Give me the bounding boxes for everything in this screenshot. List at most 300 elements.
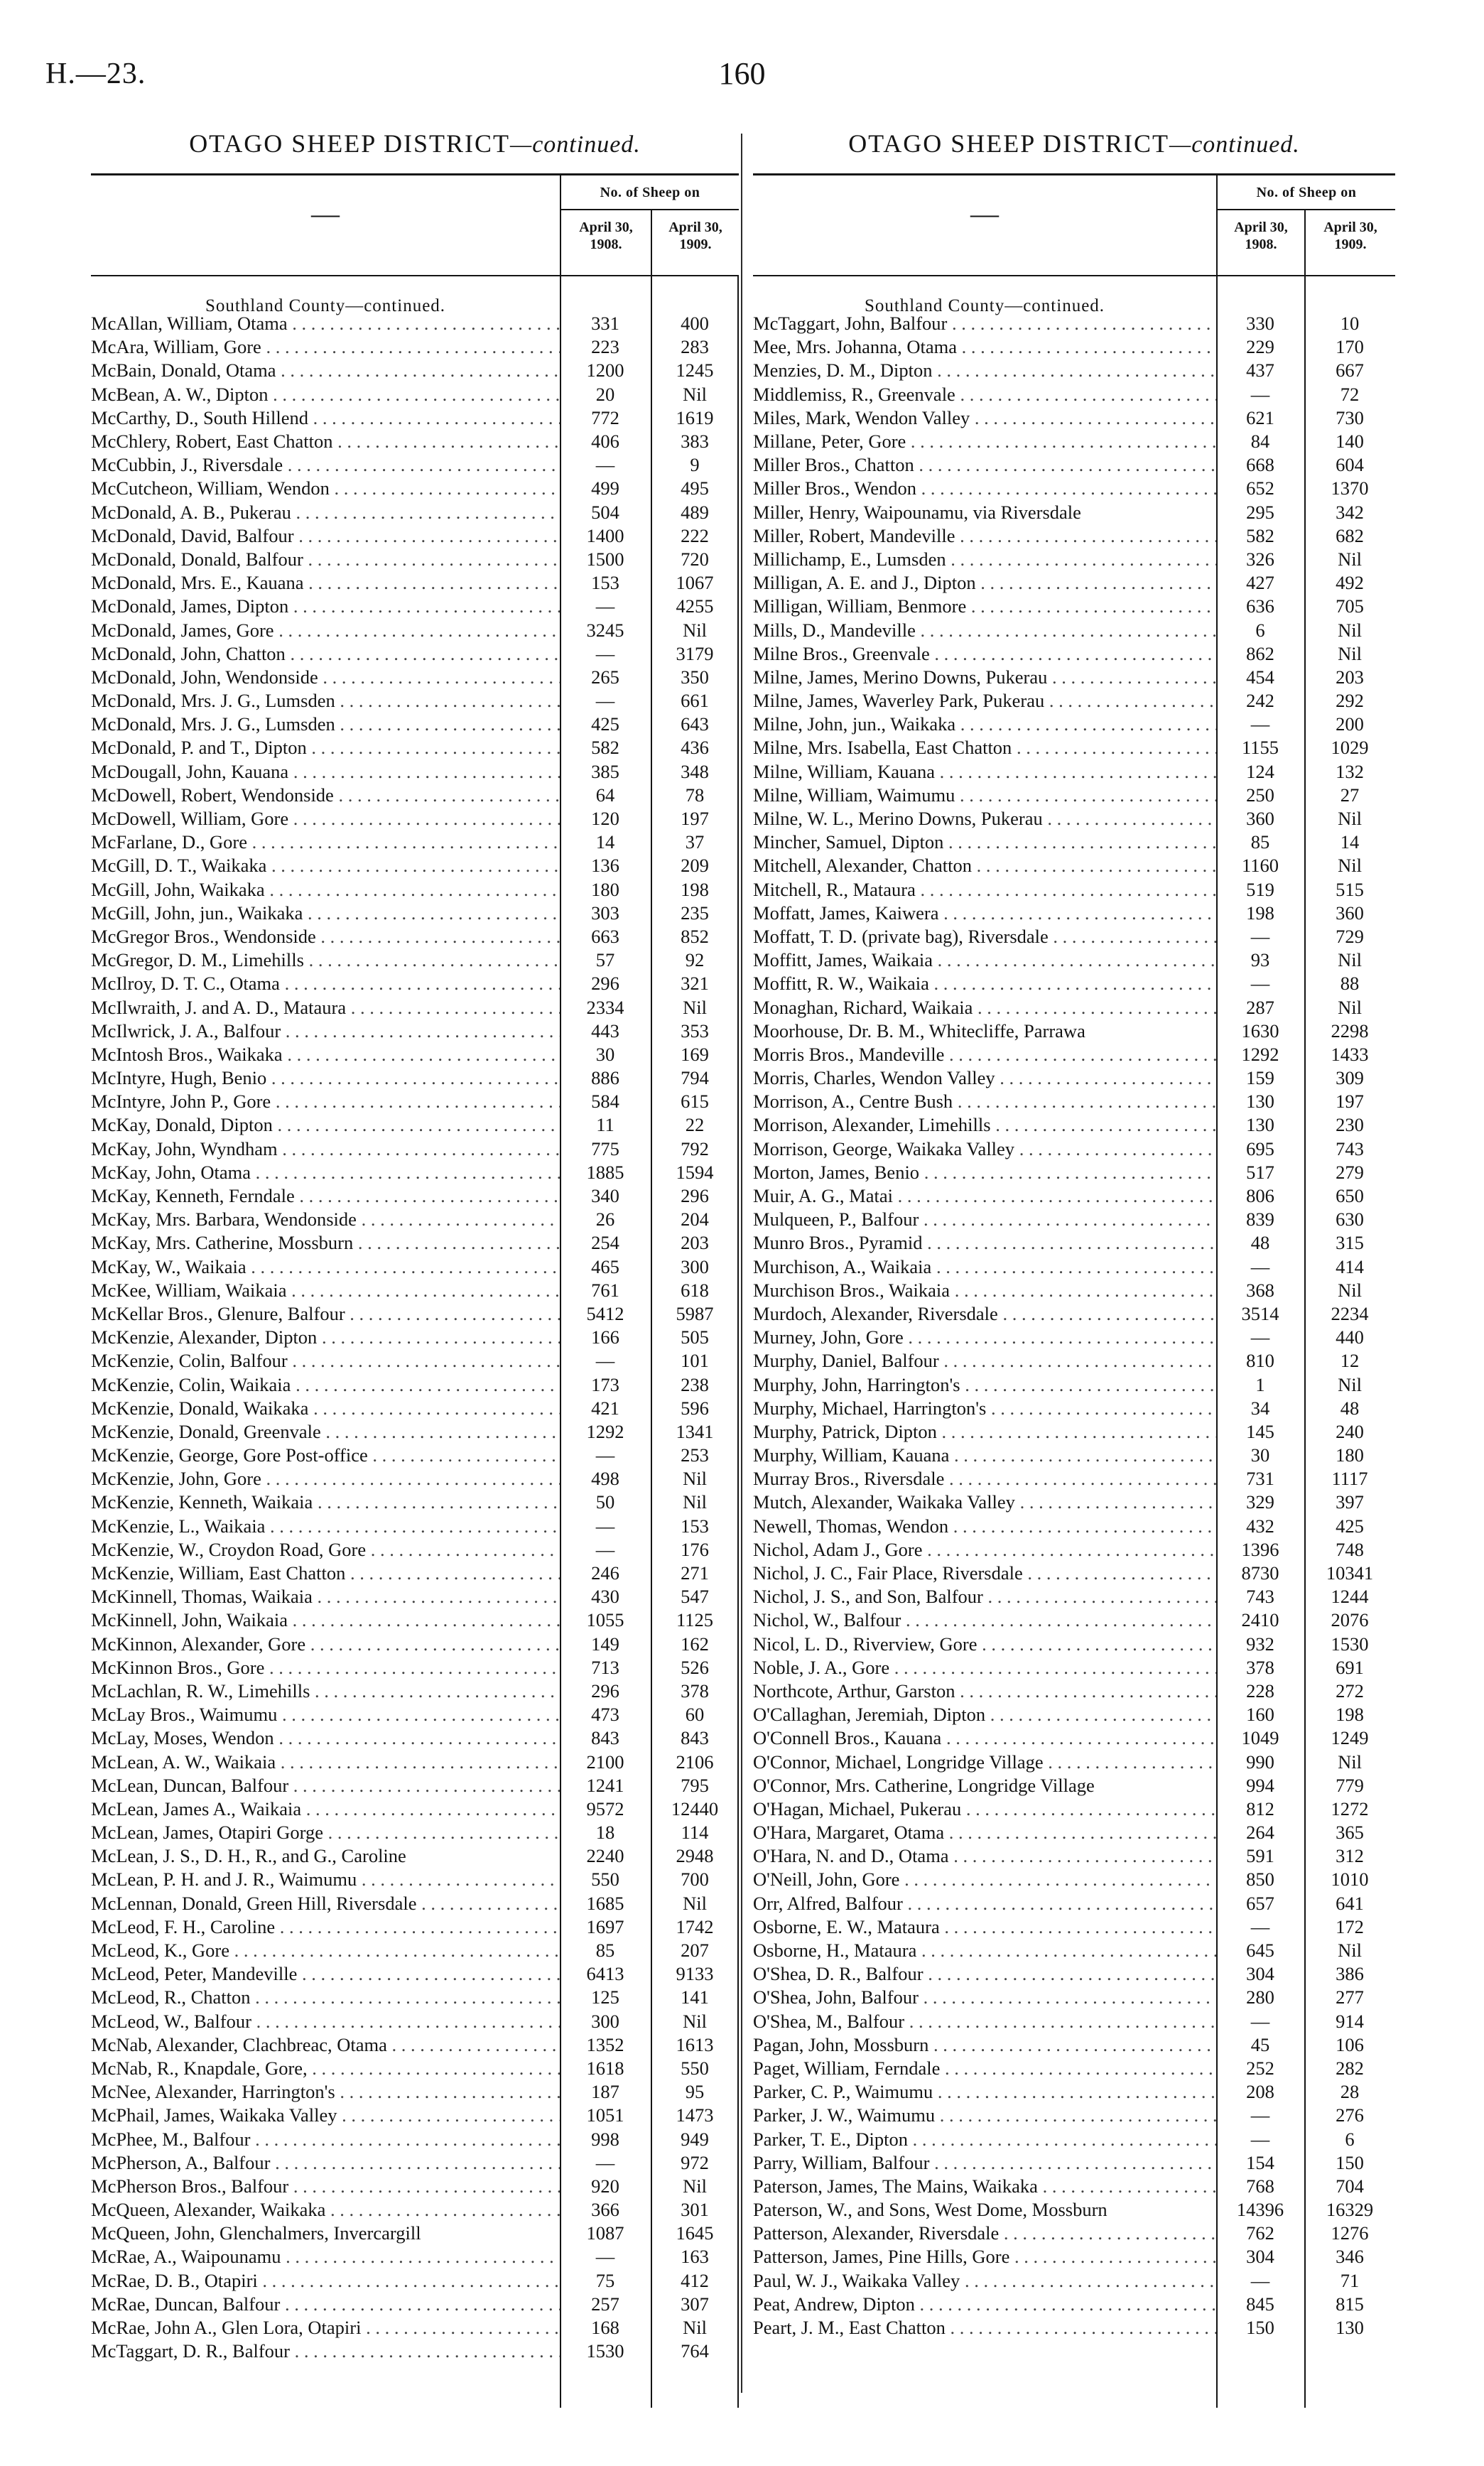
sheep-1909: 12 [1340, 1350, 1360, 1372]
sheep-1908: 668 [1246, 454, 1274, 476]
sheep-1908: 621 [1246, 406, 1274, 428]
owner-name: McDonald, Mrs. E., Kauana . . . [91, 572, 560, 594]
sheep-1909: Nil [683, 2175, 707, 2197]
sheep-1908: 166 [591, 1326, 619, 1348]
sheep-1908: 173 [591, 1373, 619, 1395]
table-row [91, 2033, 739, 2057]
sheep-1908: 300 [591, 2010, 619, 2032]
sheep-1908: — [595, 2246, 615, 2268]
owner-name: Milne, William, Kauana . . . [753, 761, 1216, 783]
owner-name: McGill, John, jun., Waikaka . . . [91, 902, 560, 924]
sheep-1908: 20 [595, 383, 615, 405]
col-1908-header: April 30, 1908. [560, 210, 651, 277]
table-row [91, 1633, 739, 1656]
owner-name: McQueen, John, Glenchalmers, Invercargill [91, 2222, 421, 2244]
owner-name: McDonald, A. B., Pukerau . . . [91, 502, 560, 524]
table-row [753, 595, 1395, 618]
table-row [753, 1774, 1395, 1797]
table-row [91, 1844, 739, 1868]
sheep-1909: 5987 [676, 1302, 714, 1324]
table-row [753, 1043, 1395, 1066]
sheep-1909: 348 [681, 760, 709, 782]
sheep-1909: 1249 [1331, 1727, 1369, 1749]
sheep-1908: 303 [591, 902, 619, 924]
sheep-1909: 730 [1336, 406, 1364, 428]
table-row [91, 1302, 739, 1326]
table-row [753, 1208, 1395, 1231]
sheep-1909: 386 [1336, 1963, 1364, 1985]
owner-name: McIlwrick, J. A., Balfour . . . [91, 1020, 560, 1042]
sheep-1909: 779 [1336, 1774, 1364, 1796]
owner-name: McKenzie, Colin, Balfour . . . [91, 1350, 560, 1372]
owner-name: Miller Bros., Chatton . . . [753, 454, 1216, 476]
owner-name: McKay, Mrs. Barbara, Wendonside . . . [91, 1208, 560, 1231]
owner-name: Mills, D., Mandeville . . . [753, 620, 1216, 642]
sheep-1908: 287 [1246, 996, 1274, 1018]
owner-name: McDonald, John, Wendonside . . . [91, 666, 560, 688]
col-1909-header: April 30, 1909. [651, 210, 739, 277]
sheep-1909: 691 [1336, 1656, 1364, 1678]
sheep-1909: Nil [1338, 642, 1362, 664]
table-row [753, 477, 1395, 500]
table-row [753, 1844, 1395, 1868]
table-row [91, 1161, 739, 1184]
sheep-1908: 1087 [586, 2222, 624, 2244]
sheep-1909: 700 [681, 1869, 709, 1891]
owner-name: McRae, John A., Glen Lora, Otapiri . . . [91, 2317, 560, 2339]
district-title [91, 128, 739, 173]
sheep-1909: 71 [1340, 2269, 1360, 2291]
table-row [91, 1703, 739, 1726]
sheep-1908: 663 [591, 925, 619, 947]
table-row [91, 453, 739, 477]
district-title-main: OTAGO SHEEP DISTRICT [848, 129, 1169, 158]
table-row [91, 2245, 739, 2268]
sheep-1909: 48 [1340, 1397, 1360, 1419]
table-row [753, 2269, 1395, 2293]
owner-list [753, 312, 1395, 2340]
table-row [91, 1279, 739, 1302]
owner-name: McLeod, K., Gore . . . [91, 1940, 560, 1962]
owner-name: O'Callaghan, Jeremiah, Dipton . . . [753, 1704, 1216, 1726]
owner-name: McLean, A. W., Waikaia . . . [91, 1751, 560, 1773]
table-row [753, 1184, 1395, 1208]
sheep-1909: 170 [1336, 336, 1364, 358]
owner-name: McKay, Mrs. Catherine, Mossburn . . . [91, 1232, 560, 1254]
table-row [753, 1302, 1395, 1326]
owner-name: Paul, W. J., Waikaka Valley . . . [753, 2270, 1216, 2292]
table-row [91, 689, 739, 713]
sheep-1908: 862 [1246, 642, 1274, 664]
sheep-1908: 1 [1255, 1373, 1265, 1395]
owner-name: Newell, Thomas, Wendon . . . [753, 1515, 1216, 1537]
owner-name: Milne, James, Merino Downs, Pukerau . . . [753, 666, 1216, 688]
sheep-1909: 309 [1336, 1067, 1364, 1089]
sheep-1908: 30 [1250, 1444, 1270, 1466]
owner-name: O'Hara, N. and D., Otama . . . [753, 1845, 1216, 1867]
owner-name: McKenzie, Donald, Waikaka . . . [91, 1397, 560, 1419]
owner-name: O'Shea, John, Balfour . . . [753, 1986, 1216, 2008]
sheep-1909: Nil [683, 1468, 707, 1490]
sheep-1909: 114 [681, 1822, 709, 1844]
sheep-1909: 296 [681, 1185, 709, 1207]
owner-name: Nichol, W., Balfour . . . [753, 1609, 1216, 1631]
sheep-1909: 28 [1340, 2081, 1360, 2103]
sheep-1908: 843 [591, 1727, 619, 1749]
sheep-1908: 437 [1246, 359, 1274, 382]
sheep-1908: 48 [1250, 1232, 1270, 1254]
owner-name: McCarthy, D., South Hillend . . . [91, 407, 560, 429]
sheep-1908: 839 [1246, 1208, 1274, 1231]
table-row [753, 854, 1395, 877]
sheep-1908: 5412 [586, 1302, 624, 1324]
sheep-1908: 150 [1246, 2317, 1274, 2339]
sheep-1908: 187 [591, 2081, 619, 2103]
sheep-1909: 72 [1340, 383, 1360, 405]
sheep-1909: 515 [1336, 878, 1364, 900]
table-row [753, 2151, 1395, 2175]
sheep-1908: — [1250, 713, 1270, 735]
sheep-1909: 526 [681, 1656, 709, 1678]
sheep-1908: 1241 [586, 1774, 624, 1796]
owner-name: McGill, John, Waikaka . . . [91, 879, 560, 901]
sheep-1908: — [1250, 1326, 1270, 1348]
sheep-1908: 85 [1250, 831, 1270, 853]
table-row [91, 642, 739, 666]
owner-name: McLean, J. S., D. H., R., and G., Caroline [91, 1845, 406, 1867]
table-row [753, 1515, 1395, 1538]
sheep-1908: 304 [1246, 1963, 1274, 1985]
sheep-1908: 360 [1246, 808, 1274, 830]
table-row [91, 831, 739, 854]
sheep-1908: 246 [591, 1562, 619, 1584]
sheep-1908: 250 [1246, 784, 1274, 806]
sheep-1908: 713 [591, 1656, 619, 1678]
owner-name: Peat, Andrew, Dipton . . . [753, 2293, 1216, 2315]
owner-name: McKay, John, Wyndham . . . [91, 1138, 560, 1160]
sheep-1908: 295 [1246, 501, 1274, 523]
owner-name: McGregor, D. M., Limehills . . . [91, 949, 560, 971]
table-row [91, 595, 739, 618]
sheep-1909: 630 [1336, 1208, 1364, 1231]
table-row [753, 2127, 1395, 2151]
table-row [91, 359, 739, 382]
table-row [753, 1585, 1395, 1608]
sheep-1909: 95 [685, 2081, 705, 2103]
owner-name: Murphy, John, Harrington's . . . [753, 1374, 1216, 1396]
sheep-1908: 330 [1246, 313, 1274, 335]
owner-name: Morris, Charles, Wendon Valley . . . [753, 1067, 1216, 1089]
table-row [91, 618, 739, 642]
table-row [753, 1231, 1395, 1255]
table-row [91, 1656, 739, 1680]
sheep-1908: 990 [1246, 1751, 1274, 1773]
sheep-1909: 60 [685, 1704, 705, 1726]
sheep-1909: 641 [1336, 1892, 1364, 1914]
owner-name: McAllan, William, Otama . . . [91, 313, 560, 335]
table-row [753, 2198, 1395, 2222]
owner-name: Mitchell, R., Mataura . . . [753, 879, 1216, 901]
sheep-1909: 16329 [1326, 2199, 1374, 2221]
table-row [91, 1420, 739, 1444]
owner-name: Menzies, D. M., Dipton . . . [753, 359, 1216, 382]
sheep-1909: 795 [681, 1774, 709, 1796]
sheep-1909: Nil [1338, 1751, 1362, 1773]
sheep-1909: 794 [681, 1067, 709, 1089]
sheep-1908: 427 [1246, 572, 1274, 594]
owner-name: Milne, William, Waimumu . . . [753, 784, 1216, 806]
owner-name: O'Connor, Mrs. Catherine, Longridge Village [753, 1774, 1095, 1796]
sheep-1909: 130 [1336, 2317, 1364, 2339]
owner-name: McIntosh Bros., Waikaka . . . [91, 1044, 560, 1066]
sheep-1909: 209 [681, 855, 709, 877]
table-row [753, 995, 1395, 1019]
owner-name: Munro Bros., Pyramid . . . [753, 1232, 1216, 1254]
sheep-1909: 547 [681, 1586, 709, 1608]
sheep-1908: 252 [1246, 2057, 1274, 2079]
sheep-1909: 489 [681, 501, 709, 523]
sheep-count-group-header: No. of Sheep on [560, 175, 739, 210]
sheep-1908: 9572 [586, 1797, 624, 1819]
owner-name: McKenzie, W., Croydon Road, Gore . . . [91, 1539, 560, 1561]
sheep-1908: — [1250, 2104, 1270, 2126]
owner-name: McLachlan, R. W., Limehills . . . [91, 1680, 560, 1702]
sheep-1909: 279 [1336, 1161, 1364, 1183]
owner-name: Moffitt, James, Waikaia . . . [753, 949, 1216, 971]
sheep-1908: 130 [1246, 1091, 1274, 1113]
sheep-1909: 492 [1336, 572, 1364, 594]
owner-name: Morton, James, Benio . . . [753, 1162, 1216, 1184]
table-row [753, 335, 1395, 359]
sheep-1909: 163 [681, 2246, 709, 2268]
table-row [91, 2175, 739, 2198]
owner-name: Parker, T. E., Dipton . . . [753, 2129, 1216, 2151]
table-row [91, 2269, 739, 2293]
owner-name: Monaghan, Richard, Waikaia . . . [753, 997, 1216, 1019]
sheep-1909: 643 [681, 713, 709, 735]
sheep-1908: 168 [591, 2317, 619, 2339]
table-body [91, 276, 739, 2408]
sheep-1908: 1697 [586, 1915, 624, 1937]
table-row [91, 2340, 739, 2363]
owner-name: McDonald, P. and T., Dipton . . . [91, 737, 560, 759]
owner-name: McKay, Kenneth, Ferndale . . . [91, 1185, 560, 1207]
sheep-1908: 11 [596, 1114, 614, 1136]
owner-name: Milne Bros., Greenvale . . . [753, 643, 1216, 665]
sheep-1908: 652 [1246, 477, 1274, 499]
sheep-1908: 845 [1246, 2293, 1274, 2315]
sheep-1908: 645 [1246, 1940, 1274, 1962]
sheep-1908: 657 [1246, 1892, 1274, 1914]
sheep-1909: 315 [1336, 1232, 1364, 1254]
table-row [753, 948, 1395, 972]
owner-name: Nicol, L. D., Riverview, Gore . . . [753, 1633, 1216, 1655]
sheep-1909: 204 [681, 1208, 709, 1231]
owner-name: Morrison, A., Centre Bush . . . [753, 1091, 1216, 1113]
sheep-1909: 720 [681, 548, 709, 570]
table-row [753, 1020, 1395, 1043]
sheep-1908: — [1250, 2269, 1270, 2291]
sheep-1908: 1630 [1241, 1020, 1279, 1042]
sheep-1909: 271 [681, 1562, 709, 1584]
owner-name: McPherson, A., Balfour . . . [91, 2152, 560, 2174]
owner-name: Nichol, J. C., Fair Place, Riversdale . . . [753, 1562, 1216, 1584]
sheep-1909: 132 [1336, 760, 1364, 782]
table-row [753, 642, 1395, 666]
sheep-1908: 304 [1246, 2246, 1274, 2268]
sheep-1908: 812 [1246, 1797, 1274, 1819]
sheep-1908: 762 [1246, 2222, 1274, 2244]
table-row [91, 383, 739, 406]
sheep-1909: 197 [681, 808, 709, 830]
table-row [91, 1868, 739, 1891]
sheep-1909: 615 [681, 1091, 709, 1113]
table-row [91, 524, 739, 548]
table-row [91, 430, 739, 453]
owner-name: Milne, W. L., Merino Downs, Pukerau . . . [753, 808, 1216, 830]
table-row [91, 1774, 739, 1797]
sheep-1908: 1396 [1241, 1538, 1279, 1560]
sheep-1909: 1245 [676, 359, 714, 382]
owner-name: Moffatt, James, Kaiwera . . . [753, 902, 1216, 924]
table-row [753, 1113, 1395, 1137]
table-row [91, 2127, 739, 2151]
owner-name: Osborne, E. W., Mataura . . . [753, 1916, 1216, 1938]
table-row [753, 1444, 1395, 1467]
sheep-1909: 852 [681, 925, 709, 947]
sheep-1908: 45 [1250, 2033, 1270, 2055]
page-number: 160 [718, 56, 766, 91]
sheep-1909: 1473 [676, 2104, 714, 2126]
sheep-1909: 550 [681, 2057, 709, 2079]
table-row [753, 1750, 1395, 1773]
sheep-1909: 4255 [676, 595, 714, 617]
table-row [753, 524, 1395, 548]
sheep-1909: Nil [1338, 548, 1362, 570]
table-row [91, 2316, 739, 2340]
table-row [753, 1986, 1395, 2009]
sheep-1908: 3245 [586, 619, 624, 641]
sheep-1908: 550 [591, 1869, 619, 1891]
sheep-1909: Nil [1338, 619, 1362, 641]
owner-name: Murphy, Michael, Harrington's . . . [753, 1397, 1216, 1419]
sheep-1909: 6 [1345, 2128, 1355, 2150]
owner-name: Paterson, W., and Sons, West Dome, Mossburn [753, 2199, 1107, 2221]
sheep-1908: 180 [591, 878, 619, 900]
sheep-1908: 1055 [586, 1609, 624, 1631]
table-row [91, 1680, 739, 1703]
table-row [753, 2033, 1395, 2057]
sheep-1909: 425 [1336, 1515, 1364, 1537]
owner-name: Mutch, Alexander, Waikaka Valley . . . [753, 1491, 1216, 1513]
table-row [91, 1208, 739, 1231]
table-row [753, 784, 1395, 807]
table-row [753, 689, 1395, 713]
table-row [91, 2151, 739, 2175]
sheep-1909: 22 [685, 1114, 705, 1136]
owner-name: McPhail, James, Waikaka Valley . . . [91, 2104, 560, 2126]
table-row [91, 1397, 739, 1420]
sheep-1908: 932 [1246, 1633, 1274, 1655]
table-row [753, 2104, 1395, 2127]
table-row [753, 760, 1395, 784]
sheep-1908: 50 [595, 1491, 615, 1513]
table-row [753, 1373, 1395, 1396]
owner-name: Mitchell, Alexander, Chatton . . . [753, 855, 1216, 877]
table-row [91, 1349, 739, 1373]
sheep-1909: Nil [683, 996, 707, 1018]
district-title-continued: —continued. [509, 131, 641, 158]
sheep-1909: 198 [681, 878, 709, 900]
sheep-1909: 1029 [1331, 737, 1369, 759]
table-row [91, 972, 739, 995]
owner-name: Moffatt, T. D. (private bag), Riversdale . . . [753, 926, 1216, 948]
sheep-1909: 743 [1336, 1137, 1364, 1159]
table-row [91, 1113, 739, 1137]
table-row [91, 1585, 739, 1608]
sheep-1908: 6 [1255, 619, 1265, 641]
owner-name: Milligan, William, Benmore . . . [753, 595, 1216, 617]
table-row [753, 831, 1395, 854]
owner-name: McLeod, W., Balfour . . . [91, 2011, 560, 2033]
owner-name: Moffitt, R. W., Waikaia . . . [753, 973, 1216, 995]
table-row [91, 1373, 739, 1396]
owner-name: McKee, William, Waikaia . . . [91, 1280, 560, 1302]
table-row [753, 1680, 1395, 1703]
table-row [753, 2222, 1395, 2245]
sheep-1909: 2076 [1331, 1609, 1369, 1631]
sheep-1909: Nil [1338, 808, 1362, 830]
district-title-main: OTAGO SHEEP DISTRICT [189, 129, 510, 158]
sheep-1908: 768 [1246, 2175, 1274, 2197]
table-header [753, 173, 1395, 276]
table-row [753, 878, 1395, 902]
sheep-1909: 153 [681, 1515, 709, 1537]
name-column-header: — [970, 198, 999, 229]
district-title-continued: —continued. [1169, 131, 1300, 158]
table-row [753, 1892, 1395, 1915]
sheep-1908: 406 [591, 431, 619, 453]
sheep-1909: Nil [683, 383, 707, 405]
sheep-1909: 172 [1336, 1915, 1364, 1937]
sheep-1908: 1530 [586, 2340, 624, 2362]
table-row [91, 1137, 739, 1161]
table-row [91, 1231, 739, 1255]
sheep-1909: Nil [1338, 1279, 1362, 1301]
sheep-1909: 815 [1336, 2293, 1364, 2315]
owner-name: McKay, Donald, Dipton . . . [91, 1114, 560, 1136]
owner-name: McDonald, Mrs. J. G., Lumsden . . . [91, 690, 560, 712]
sheep-1909: 353 [681, 1020, 709, 1042]
sheep-1909: 764 [681, 2340, 709, 2362]
sheep-1908: 920 [591, 2175, 619, 2197]
table-row [753, 2245, 1395, 2268]
sheep-1909: 12440 [671, 1797, 719, 1819]
sheep-1909: 1276 [1331, 2222, 1369, 2244]
owner-name: McKenzie, John, Gore . . . [91, 1468, 560, 1490]
table-row [753, 2175, 1395, 2198]
owner-name: O'Shea, M., Balfour . . . [753, 2011, 1216, 2033]
sheep-1909: 253 [681, 1444, 709, 1466]
owner-name: McKinnon Bros., Gore . . . [91, 1657, 560, 1679]
sheep-1909: 397 [1336, 1491, 1364, 1513]
owner-name: Middlemiss, R., Greenvale . . . [753, 384, 1216, 406]
sheep-1909: 207 [681, 1940, 709, 1962]
sheep-1909: 2298 [1331, 1020, 1369, 1042]
table-row [91, 406, 739, 430]
owner-name: McLean, James A., Waikaia . . . [91, 1798, 560, 1820]
left-column [91, 128, 739, 2458]
